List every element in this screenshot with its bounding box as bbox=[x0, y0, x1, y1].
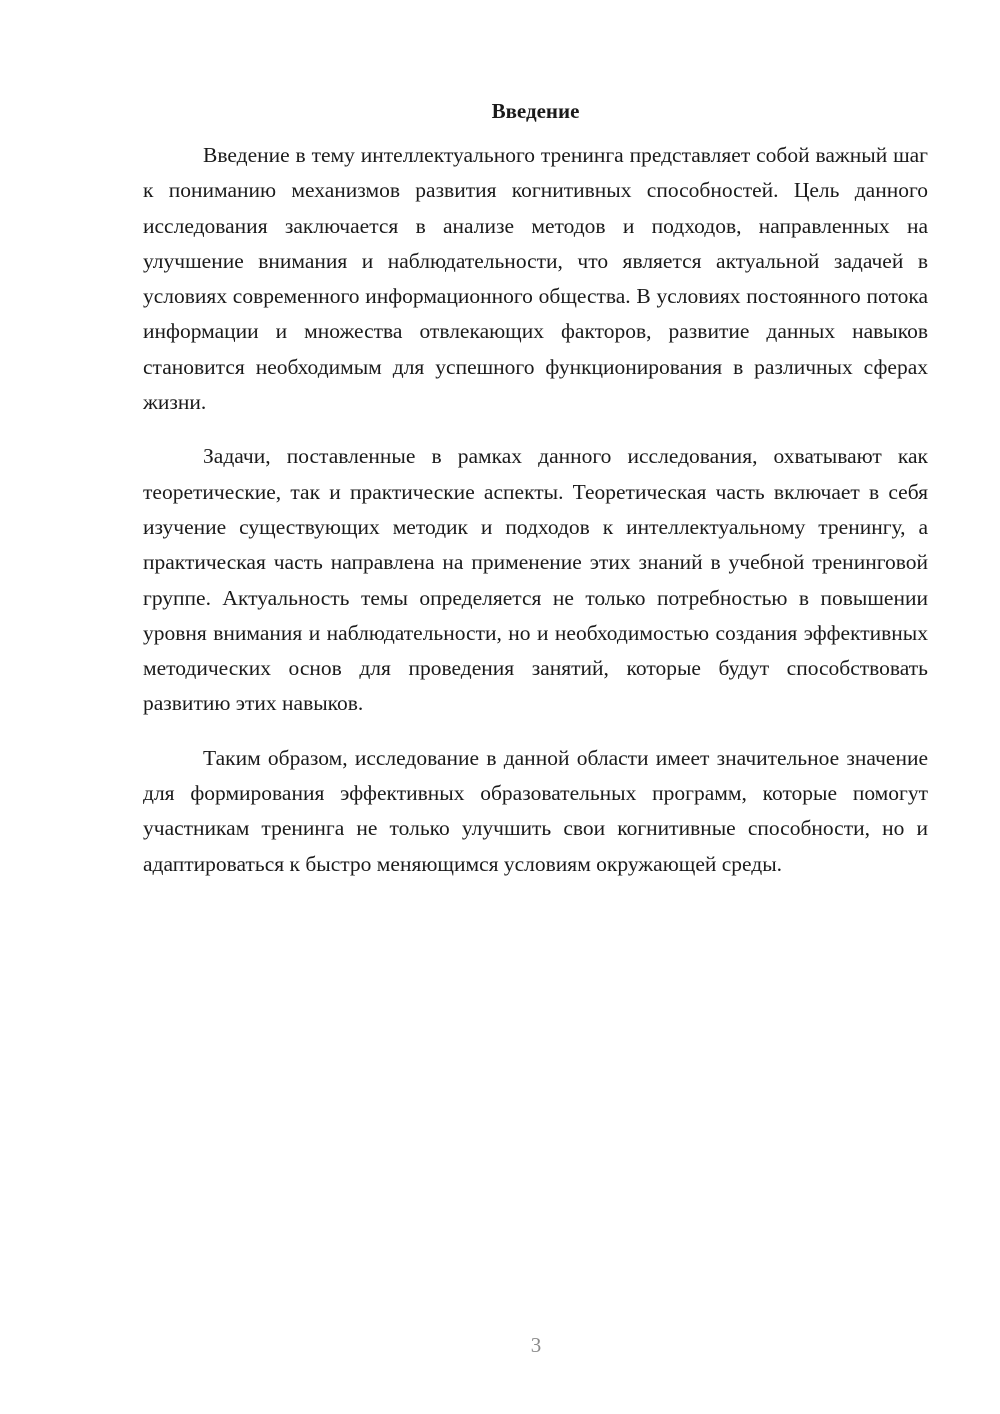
paragraph-2: Задачи, поставленные в рамках данного исследования, охватывают как теоретические, так и практические аспекты. Теоретическая часть включает в себя изучение существующих методик и подходов к интеллектуальному тренингу, а практическая часть направлена на применение этих знаний в учебной тренинговой группе. Актуальность темы определяется не только потребностью в повышении уровня внимания и наблюдательности, но и необходимостью создания эффективных методических основ для проведения занятий, которые будут способствовать развитию этих навыков. bbox=[143, 444, 928, 716]
page-content bbox=[143, 96, 928, 901]
paragraph-3: Таким образом, исследование в данной области имеет значительное значение для формирования эффективных образовательных программ, которые помогут участникам тренинга не только улучшить свои когнитивные способности, но и адаптироваться к быстро меняющимся условиям окружающей среды. bbox=[143, 745, 928, 876]
paragraph-1: Введение в тему интеллектуального тренинга представляет собой важный шаг к пониманию механизмов развития когнитивных способностей. Цель данного исследования заключается в анализе методов и подходов, направленных на улучшение внимания и наблюдательности, что является актуальной задачей в условиях современного информационного общества. В условиях постоянного потока информации и множества отвлекающих факторов, развитие данных навыков становится необходимым для успешного функционирования в различных сферах жизни. bbox=[143, 143, 928, 415]
section-heading: Введение bbox=[491, 99, 580, 123]
page-number: 3 bbox=[530, 1333, 542, 1357]
